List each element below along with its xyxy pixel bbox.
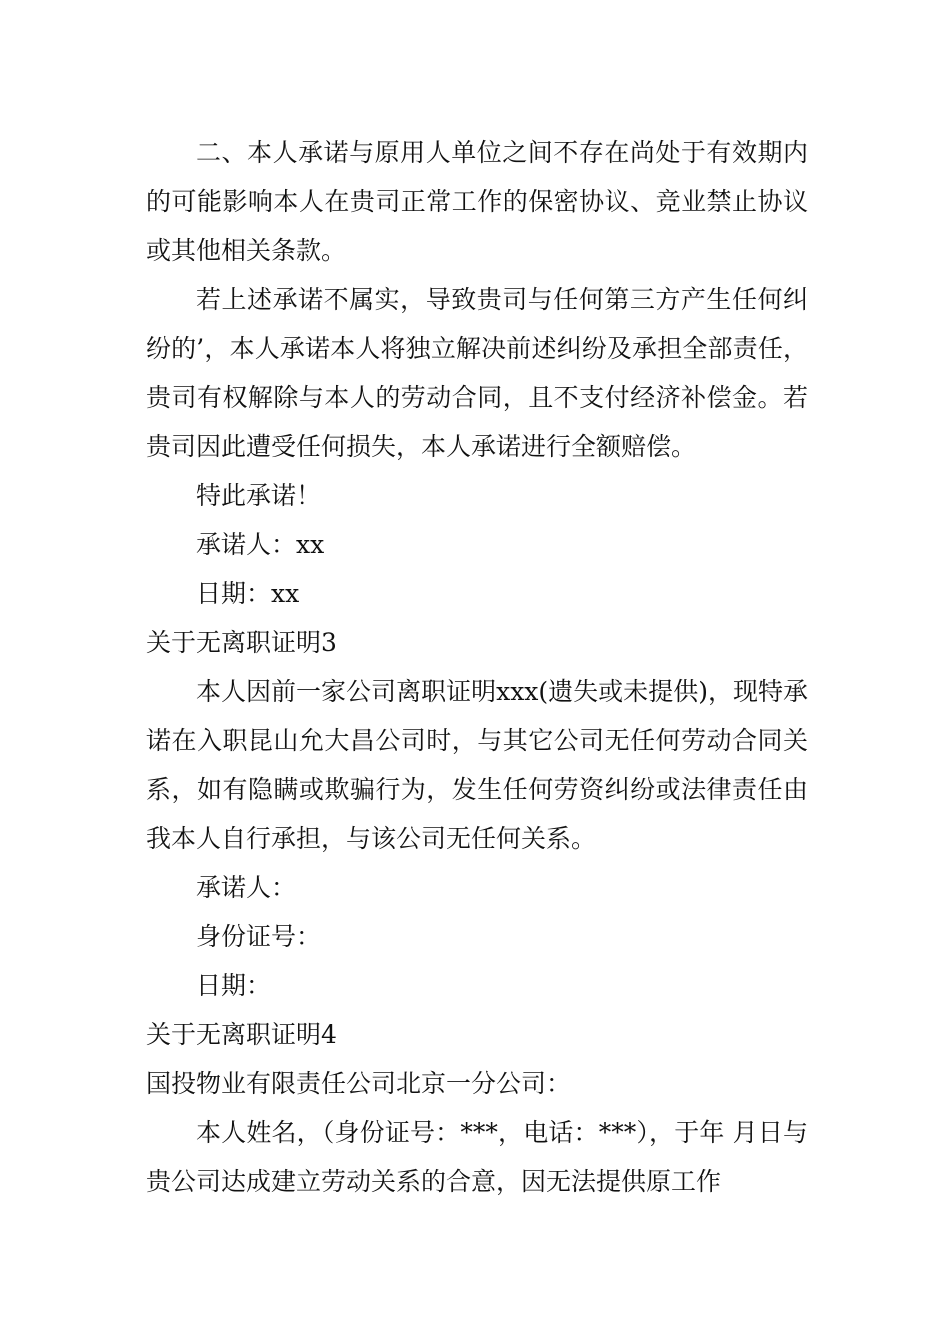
closing-statement: 特此承诺！ bbox=[196, 481, 322, 510]
addressee-line-4: 国投物业有限责任公司北京一分公司： bbox=[146, 1069, 572, 1098]
signer-line-3: 承诺人： bbox=[196, 873, 297, 902]
paragraph-commitment-2: 二、本人承诺与原用人单位之间不存在尚处于有效期内的可能影响本人在贵司正常工作的保密协议、竞业禁止协议或其他相关条款。 bbox=[146, 138, 808, 265]
paragraph-liability: 若上述承诺不属实，导致贵司与任何第三方产生任何纠纷的’，本人承诺本人将独立解决前述纠纷及承担全部责任，贵司有权解除与本人的劳动合同，且不支付经济补偿金。若贵司因此遭受任何损失，本人承诺进行全额赔偿。 bbox=[146, 285, 808, 461]
id-number-line-3: 身份证号： bbox=[196, 922, 322, 951]
document-body bbox=[146, 128, 808, 1206]
section-heading-3: 关于无离职证明3 bbox=[146, 628, 337, 657]
section-heading-4: 关于无离职证明4 bbox=[146, 1020, 337, 1049]
signer-line: 承诺人：xx bbox=[196, 530, 325, 559]
paragraph-section-4: 本人姓名，（身份证号：***，电话：***），于年 月日与贵公司达成建立劳动关系的合意，因无法提供原工作 bbox=[146, 1118, 808, 1196]
date-line: 日期：xx bbox=[196, 579, 300, 608]
date-line-3: 日期： bbox=[196, 971, 272, 1000]
paragraph-section-3: 本人因前一家公司离职证明xxx(遗失或未提供)，现特承诺在入职昆山允大昌公司时，与其它公司无任何劳动合同关系，如有隐瞒或欺骗行为，发生任何劳资纠纷或法律责任由我本人自行承担，与该公司无任何关系。 bbox=[146, 677, 808, 853]
